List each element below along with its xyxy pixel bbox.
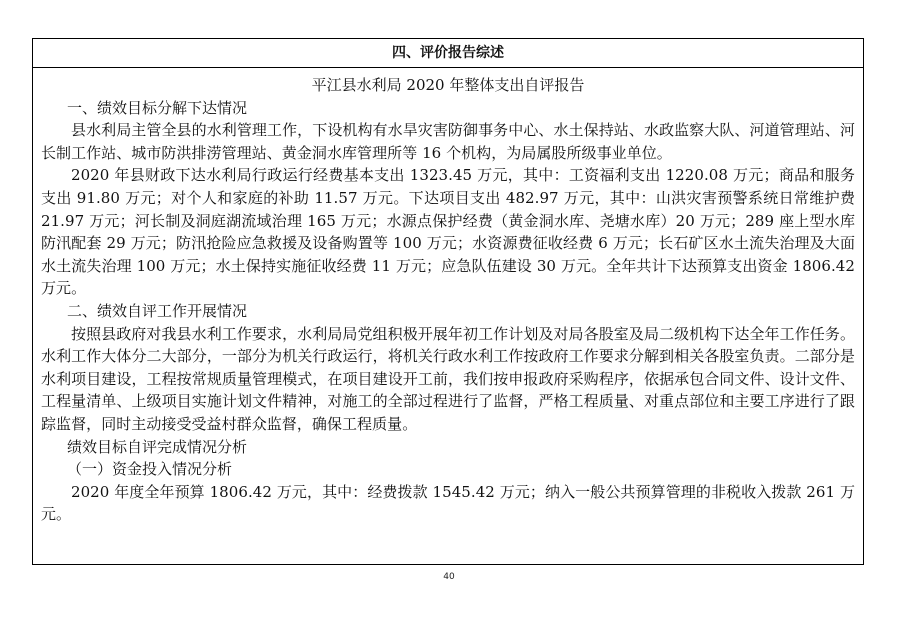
paragraph-annual-budget: 2020 年度全年预算 1806.42 万元，其中：经费拨款 1545.42 万元；纳入一般公共预算管理的非税收入拨款 261 万元。 (41, 482, 855, 524)
paragraph-organization: 县水利局主管全县的水利管理工作，下设机构有水旱灾害防御事务中心、水土保持站、水政监察大队、河道管理站、河长制工作站、城市防洪排涝管理站、黄金洞水库管理所等 16 个机构，为局属股所级事业单位。 (41, 121, 855, 162)
report-title: 平江县水利局 2020 年整体支出自评报告 (311, 76, 585, 94)
paragraph-budget-allocation: 2020 年县财政下达水利局行政运行经费基本支出 1323.45 万元，其中：工资福利支出 1220.08 万元；商品和服务支出 91.80 万元；对个人和家庭的补助 11.57 万元。下达项目支出 482.97 万元，其中：山洪灾害预警系统日常维护费 21.97 万元；河长制及洞庭湖流域治理 165 万元；水源点保护经费（黄金洞水库、尧塘水库）20 万元；289 座上型水库防汛配套 29 万元；防汛抢险应急救援及设备购置等 100 万元；水资源费征收经费 6 万元；长石矿区水土流失治理及大面水土流失治理 100 万元；水土保持实施征收经费 11 万元；应急队伍建设 30 万元。全年共计下达预算支出资金 1806.42 万元。 (41, 166, 855, 298)
heading-fund-input: （一）资金投入情况分析 (67, 460, 233, 479)
paragraph-work-implementation: 按照县政府对我县水利工作要求，水利局局党组积极开展年初工作计划及对局各股室及局二级机构下达全年工作任务。水利工作大体分二大部分，一部分为机关行政运行，将机关行政水利工作按政府工作要求分解到相关各股室负责。二部分是水利项目建设，工程按常规质量管理模式，在项目建设开工前，我们按申报政府采购程序，依据承包合同文件、设计文件、工程量清单、上级项目实施计划文件精神，对施工的全部过程进行了监督，严格工程质量、对重点部位和主要工序进行了跟踪监督，同时主动接受受益村群众监督，确保工程质量。 (41, 324, 855, 433)
heading-completion-analysis: 绩效目标自评完成情况分析 (67, 437, 248, 456)
report-frame (32, 38, 864, 565)
heading-goal-breakdown: 一、绩效目标分解下达情况 (67, 98, 248, 117)
page-number: 40 (443, 572, 455, 582)
heading-self-evaluation: 二、绩效自评工作开展情况 (67, 301, 248, 320)
report-content (33, 68, 863, 526)
section-header: 四、评价报告综述 (33, 39, 863, 68)
